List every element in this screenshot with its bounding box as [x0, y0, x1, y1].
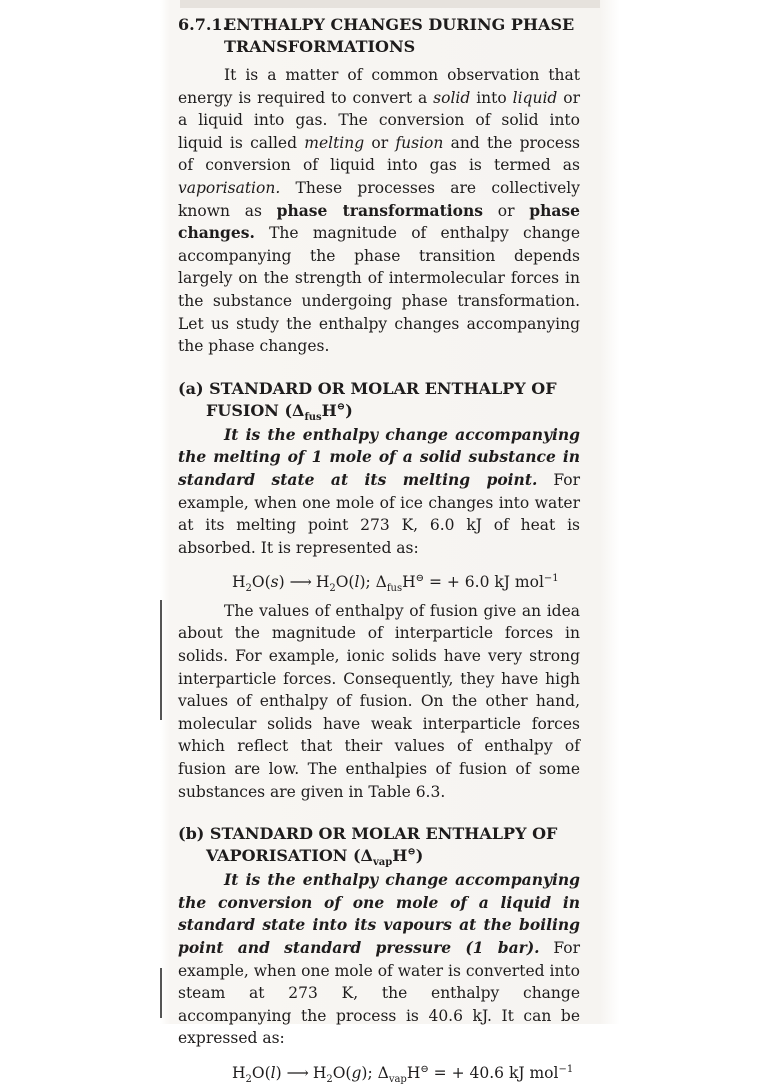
vaporisation-heading-line1: (b) STANDARD OR MOLAR ENTHALPY OF — [178, 824, 558, 844]
eq-phase: g — [351, 1063, 362, 1082]
eq-text: O( — [335, 573, 355, 592]
eq-phase: l — [354, 573, 360, 592]
eq-text: H — [402, 573, 416, 592]
page-top-edge — [180, 0, 600, 8]
eq-text: ) — [278, 573, 285, 592]
term-fusion: fusion — [395, 133, 444, 152]
eq-unit-exponent: −1 — [543, 573, 559, 585]
intro-text: and the process of conversion of liquid into gas is termed as — [178, 133, 580, 175]
section-title-line2: TRANSFORMATIONS — [224, 37, 416, 56]
fusion-heading-line2 — [178, 400, 580, 422]
section-number: 6.7.1. — [178, 15, 229, 34]
eq-sub: 2 — [245, 1074, 252, 1086]
fusion-definition-paragraph — [178, 424, 580, 560]
section-heading — [178, 14, 580, 58]
vaporisation-heading-sub: vap — [372, 857, 393, 869]
fusion-definition: It is the enthalpy change accompanying the melting of 1 mole of a solid substance in standard state at its melting point. — [178, 424, 580, 489]
margin-mark — [160, 600, 162, 720]
vaporisation-heading-text: VAPORISATION (Δ — [206, 846, 373, 866]
fusion-values-paragraph: The values of enthalpy of fusion give an idea about the magnitude of interparticle forces in solids. For example, ionic solids have very strong interparticle forces. Consequently, they have high values of enthalpy of fusion. On the other hand, molecular solids have weak interparticle forces which reflect that their values of enthalpy of fusion are low. The enthalpies of fusion of some substances are given in Table 6.3. — [178, 601, 580, 801]
eq-value: = + 40.6 kJ mol — [428, 1063, 559, 1082]
vaporisation-equation — [178, 1062, 580, 1085]
intro-text: or — [482, 201, 530, 220]
eq-unit-exponent: −1 — [558, 1063, 574, 1075]
eq-sub: fus — [386, 583, 403, 595]
eq-text: O( — [251, 573, 271, 592]
page-content — [178, 8, 580, 1091]
eq-sub: vap — [388, 1074, 407, 1086]
intro-paragraph — [178, 64, 580, 358]
fusion-example: For example, when one mole of ice changes into water at its melting point 273 K, 6.0 kJ of heat is absorbed. It is represented as: — [178, 470, 581, 557]
fusion-heading-line1: (a) STANDARD OR MOLAR ENTHALPY OF — [178, 378, 557, 398]
margin-mark — [160, 968, 162, 1018]
intro-text: The magnitude of enthalpy change accompanying the phase transition depends largely on the strength of intermolecular forces in the substance undergoing phase transformation. Let us study the enthalpy changes accompanying the phase changes. — [178, 224, 580, 356]
eq-text: H — [232, 573, 246, 592]
vaporisation-definition: It is the enthalpy change accompanying the conversion of one mole of a liquid in standard state into its vapours at the boiling point and standard pressure (1 bar). — [178, 870, 580, 957]
term-melting: melting — [304, 133, 365, 152]
vaporisation-heading-h: H — [392, 846, 408, 866]
term-liquid: liquid — [512, 88, 558, 107]
vaporisation-heading-line2 — [178, 845, 580, 867]
eq-text: H — [312, 1063, 327, 1082]
eq-text: ) — [275, 1063, 282, 1082]
vaporisation-heading-close: ) — [415, 846, 424, 866]
section-title-line1: ENTHALPY CHANGES DURING PHASE — [224, 15, 575, 34]
intro-text: It is a matter of common observation that energy is required to convert a — [178, 66, 580, 107]
eq-phase: l — [270, 1063, 276, 1082]
fusion-heading-text: FUSION (Δ — [206, 400, 305, 420]
eq-text: O( — [251, 1063, 271, 1082]
term-solid: solid — [433, 88, 471, 107]
fusion-heading-close: ) — [345, 400, 353, 420]
vaporisation-definition-paragraph — [178, 869, 580, 1050]
term-vaporisation: vaporisation. — [178, 178, 281, 197]
eq-text: ); Δ — [361, 1063, 389, 1082]
standard-state-symbol: ⊖ — [420, 1063, 429, 1075]
vaporisation-heading — [178, 823, 580, 867]
standard-state-symbol: ⊖ — [415, 573, 425, 585]
fusion-heading-h: H — [321, 400, 337, 420]
standard-state-symbol: ⊖ — [336, 401, 346, 413]
vaporisation-example: For example, when one mole of water is converted into steam at 273 K, the enthalpy change accompanying the process is 40.6 kJ. It can be expressed as: — [178, 939, 580, 1048]
reaction-arrow-icon: ⟶ — [286, 1063, 308, 1082]
eq-value: = + 6.0 kJ mol — [424, 573, 544, 592]
intro-text: or — [364, 133, 396, 152]
eq-text: H — [232, 1063, 246, 1082]
term-phase-transformations: phase transformations — [276, 200, 483, 220]
eq-text: ); Δ — [359, 573, 387, 592]
eq-text: O( — [332, 1063, 352, 1082]
fusion-heading-sub: fus — [304, 411, 322, 423]
intro-text: These processes are collectively known as — [178, 178, 580, 220]
intro-text: into — [470, 88, 513, 107]
eq-sub: 2 — [245, 583, 252, 595]
term-phase-changes: phase changes. — [178, 200, 580, 243]
eq-sub: 2 — [329, 583, 336, 595]
reaction-arrow-icon: ⟶ — [289, 573, 311, 592]
fusion-heading — [178, 378, 580, 422]
intro-text: or a liquid into gas. The conversion of solid into liquid is called — [178, 88, 580, 152]
eq-text: H — [406, 1063, 421, 1082]
eq-sub: 2 — [326, 1074, 333, 1086]
fusion-equation — [178, 571, 580, 594]
eq-phase: s — [270, 573, 279, 592]
standard-state-symbol: ⊖ — [407, 846, 416, 858]
eq-text: H — [315, 573, 330, 592]
